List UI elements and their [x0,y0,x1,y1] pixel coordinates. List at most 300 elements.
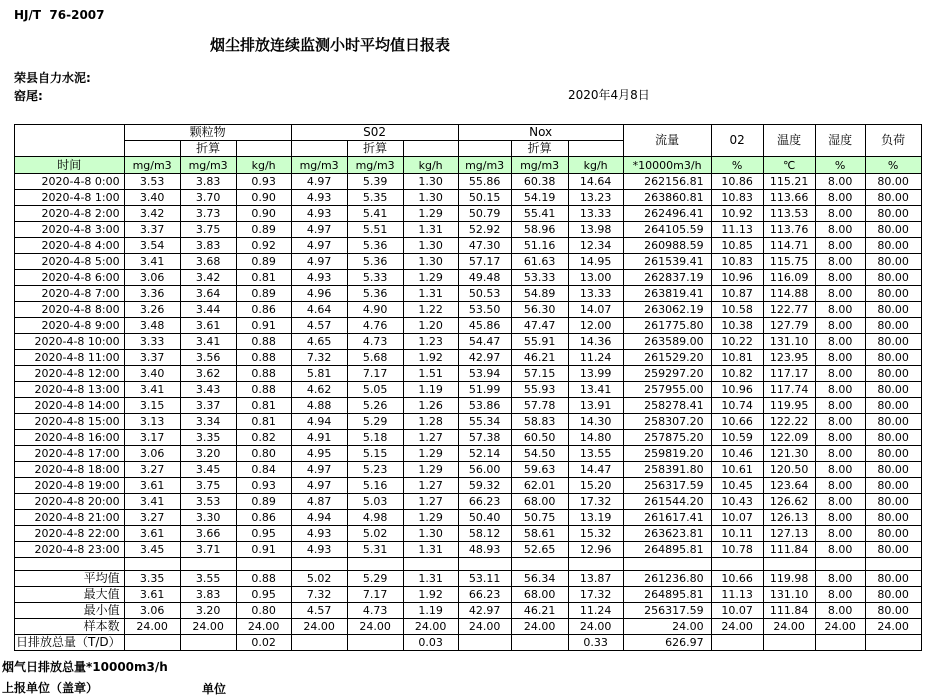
value-cell: 8.00 [815,382,865,398]
blank-cell [291,558,347,571]
blank-cell [511,558,568,571]
group-so2: S02 [291,125,458,141]
unit-nox-kgh: kg/h [568,157,623,174]
summary-row [15,603,922,619]
value-cell: 3.42 [124,206,180,222]
value-cell: 68.00 [511,494,568,510]
value-cell: 10.83 [711,254,763,270]
value-cell: 59.63 [511,462,568,478]
value-cell: 261236.80 [623,571,711,587]
time-cell: 2020-4-8 14:00 [15,398,125,414]
value-cell: 258391.80 [623,462,711,478]
col-o2: 02 [711,125,763,157]
value-cell: 0.90 [236,206,291,222]
sub-blank [568,141,623,157]
value-cell: 55.86 [458,174,511,190]
summary-label-cell: 样本数 [15,619,125,635]
value-cell: 7.17 [347,587,403,603]
value-cell: 80.00 [865,302,921,318]
value-cell: 10.45 [711,478,763,494]
value-cell: 3.83 [180,587,236,603]
value-cell: 56.34 [511,571,568,587]
value-cell: 126.62 [763,494,815,510]
unit-pm-converted: mg/m3 [180,157,236,174]
value-cell: 53.86 [458,398,511,414]
value-cell: 3.35 [124,571,180,587]
value-cell: 3.41 [124,254,180,270]
table-row [15,414,922,430]
value-cell: 66.23 [458,494,511,510]
value-cell: 122.09 [763,430,815,446]
value-cell: 3.40 [124,190,180,206]
value-cell: 24.00 [180,619,236,635]
value-cell: 80.00 [865,366,921,382]
value-cell: 55.91 [511,334,568,350]
value-cell: 4.93 [291,206,347,222]
time-cell: 2020-4-8 19:00 [15,478,125,494]
value-cell: 14.30 [568,414,623,430]
value-cell: 8.00 [815,430,865,446]
value-cell: 263860.81 [623,190,711,206]
value-cell: 8.00 [815,587,865,603]
value-cell: 261544.20 [623,494,711,510]
value-cell: 10.81 [711,350,763,366]
value-cell: 1.19 [403,382,458,398]
value-cell: 24.00 [347,619,403,635]
value-cell: 80.00 [865,542,921,558]
value-cell: 3.41 [124,494,180,510]
value-cell: 0.95 [236,526,291,542]
value-cell: 80.00 [865,462,921,478]
blank-cell [180,558,236,571]
value-cell: 80.00 [865,286,921,302]
value-cell: 262837.19 [623,270,711,286]
value-cell: 5.36 [347,254,403,270]
value-cell: 8.00 [815,446,865,462]
col-flow: 流量 [623,125,711,157]
unit-temperature: ℃ [763,157,815,174]
value-cell: 115.75 [763,254,815,270]
blank-cell [865,558,921,571]
value-cell: 24.00 [124,619,180,635]
value-cell: 3.68 [180,254,236,270]
value-cell [511,635,568,651]
value-cell [865,635,921,651]
value-cell: 1.23 [403,334,458,350]
value-cell: 45.86 [458,318,511,334]
value-cell: 53.33 [511,270,568,286]
value-cell: 10.96 [711,382,763,398]
value-cell: 117.74 [763,382,815,398]
value-cell: 54.19 [511,190,568,206]
value-cell: 58.96 [511,222,568,238]
value-cell: 53.11 [458,571,511,587]
value-cell: 0.84 [236,462,291,478]
table-row [15,174,922,190]
summary-row [15,619,922,635]
value-cell: 24.00 [865,619,921,635]
value-cell: 80.00 [865,398,921,414]
table-row [15,446,922,462]
value-cell: 50.79 [458,206,511,222]
value-cell: 1.29 [403,462,458,478]
value-cell: 264105.59 [623,222,711,238]
value-cell: 5.81 [291,366,347,382]
value-cell: 3.13 [124,414,180,430]
value-cell: 3.48 [124,318,180,334]
value-cell: 80.00 [865,510,921,526]
value-cell: 10.92 [711,206,763,222]
value-cell: 257955.00 [623,382,711,398]
value-cell: 24.00 [623,619,711,635]
time-cell: 2020-4-8 0:00 [15,174,125,190]
value-cell: 11.24 [568,603,623,619]
value-cell: 4.97 [291,238,347,254]
value-cell: 3.61 [124,526,180,542]
value-cell: 0.03 [403,635,458,651]
value-cell: 58.83 [511,414,568,430]
col-load: 负荷 [865,125,921,157]
time-cell: 2020-4-8 8:00 [15,302,125,318]
value-cell: 52.65 [511,542,568,558]
value-cell: 51.16 [511,238,568,254]
value-cell [815,635,865,651]
value-cell: 4.64 [291,302,347,318]
value-cell: 80.00 [865,222,921,238]
table-row [15,398,922,414]
value-cell: 8.00 [815,286,865,302]
value-cell: 256317.59 [623,603,711,619]
report-table [14,124,922,651]
value-cell: 261775.80 [623,318,711,334]
value-cell: 114.71 [763,238,815,254]
value-cell: 3.42 [180,270,236,286]
value-cell: 119.98 [763,571,815,587]
value-cell: 0.89 [236,254,291,270]
value-cell: 4.93 [291,542,347,558]
sub-converted-so2: 折算 [347,141,403,157]
value-cell: 1.31 [403,286,458,302]
value-cell: 62.01 [511,478,568,494]
blank-cell [347,558,403,571]
value-cell: 1.31 [403,222,458,238]
value-cell: 80.00 [865,350,921,366]
value-cell: 3.61 [124,478,180,494]
value-cell: 10.78 [711,542,763,558]
value-cell: 0.88 [236,571,291,587]
value-cell: 52.14 [458,446,511,462]
value-cell: 3.35 [180,430,236,446]
value-cell: 0.80 [236,603,291,619]
value-cell: 1.29 [403,206,458,222]
value-cell: 4.94 [291,510,347,526]
value-cell: 24.00 [458,619,511,635]
value-cell: 0.81 [236,398,291,414]
value-cell: 121.30 [763,446,815,462]
sub-blank [124,141,180,157]
value-cell: 17.32 [568,587,623,603]
time-cell: 2020-4-8 11:00 [15,350,125,366]
value-cell: 10.83 [711,190,763,206]
value-cell: 48.93 [458,542,511,558]
value-cell: 10.66 [711,414,763,430]
value-cell: 57.15 [511,366,568,382]
value-cell: 5.39 [347,174,403,190]
value-cell: 80.00 [865,174,921,190]
table-header [15,125,922,174]
value-cell: 8.00 [815,254,865,270]
value-cell: 263819.41 [623,286,711,302]
value-cell: 59.32 [458,478,511,494]
value-cell: 0.90 [236,190,291,206]
value-cell: 263062.19 [623,302,711,318]
value-cell: 3.37 [124,222,180,238]
value-cell: 0.93 [236,174,291,190]
value-cell: 4.97 [291,222,347,238]
value-cell: 3.64 [180,286,236,302]
value-cell: 14.07 [568,302,623,318]
value-cell: 1.31 [403,542,458,558]
value-cell [291,635,347,651]
value-cell: 61.63 [511,254,568,270]
value-cell: 261617.41 [623,510,711,526]
value-cell: 1.27 [403,494,458,510]
value-cell: 10.85 [711,238,763,254]
time-cell: 2020-4-8 12:00 [15,366,125,382]
value-cell: 111.84 [763,542,815,558]
value-cell: 3.27 [124,462,180,478]
value-cell: 263623.81 [623,526,711,542]
value-cell: 80.00 [865,382,921,398]
summary-row [15,587,922,603]
value-cell: 55.34 [458,414,511,430]
value-cell: 8.00 [815,334,865,350]
table-row [15,286,922,302]
value-cell: 1.30 [403,526,458,542]
value-cell: 0.89 [236,494,291,510]
value-cell: 261529.20 [623,350,711,366]
value-cell: 7.32 [291,350,347,366]
value-cell: 4.98 [347,510,403,526]
value-cell: 5.23 [347,462,403,478]
value-cell: 24.00 [711,619,763,635]
value-cell: 3.62 [180,366,236,382]
blank-cell [458,558,511,571]
value-cell: 10.82 [711,366,763,382]
value-cell: 8.00 [815,238,865,254]
value-cell: 0.95 [236,587,291,603]
value-cell [711,635,763,651]
table-body [15,174,922,651]
value-cell: 4.94 [291,414,347,430]
value-cell: 80.00 [865,603,921,619]
value-cell: 10.07 [711,603,763,619]
value-cell: 3.30 [180,510,236,526]
table-row [15,190,922,206]
value-cell: 8.00 [815,398,865,414]
flue-gas-total-label: 烟气日排放总量*10000m3/h [2,660,168,674]
table-row [15,478,922,494]
time-cell: 2020-4-8 1:00 [15,190,125,206]
value-cell: 52.92 [458,222,511,238]
value-cell: 13.87 [568,571,623,587]
value-cell: 1.92 [403,587,458,603]
value-cell: 0.92 [236,238,291,254]
value-cell: 8.00 [815,222,865,238]
value-cell: 5.33 [347,270,403,286]
value-cell: 24.00 [403,619,458,635]
value-cell: 4.73 [347,334,403,350]
value-cell: 80.00 [865,446,921,462]
value-cell: 80.00 [865,494,921,510]
value-cell: 46.21 [511,350,568,366]
value-cell: 3.15 [124,398,180,414]
value-cell: 14.36 [568,334,623,350]
unit-pm-kgh: kg/h [236,157,291,174]
value-cell: 1.27 [403,430,458,446]
value-cell: 131.10 [763,587,815,603]
value-cell: 1.29 [403,270,458,286]
value-cell: 53.50 [458,302,511,318]
col-humidity: 湿度 [815,125,865,157]
value-cell: 5.51 [347,222,403,238]
value-cell: 8.00 [815,526,865,542]
value-cell: 4.97 [291,174,347,190]
unit-label: 单位 [202,682,227,696]
sub-blank [403,141,458,157]
blank-cell [15,558,125,571]
value-cell: 1.51 [403,366,458,382]
value-cell: 113.66 [763,190,815,206]
unit-load: % [865,157,921,174]
value-cell: 1.31 [403,571,458,587]
value-cell: 3.06 [124,446,180,462]
value-cell: 3.44 [180,302,236,318]
value-cell: 80.00 [865,414,921,430]
value-cell: 24.00 [511,619,568,635]
value-cell: 66.23 [458,587,511,603]
value-cell: 50.75 [511,510,568,526]
value-cell: 111.84 [763,603,815,619]
value-cell: 11.13 [711,222,763,238]
blank-cell [124,558,180,571]
value-cell: 80.00 [865,270,921,286]
value-cell: 10.58 [711,302,763,318]
value-cell: 3.45 [124,542,180,558]
value-cell: 116.09 [763,270,815,286]
value-cell: 1.29 [403,510,458,526]
value-cell: 259819.20 [623,446,711,462]
value-cell: 10.96 [711,270,763,286]
time-cell: 2020-4-8 9:00 [15,318,125,334]
value-cell: 5.36 [347,286,403,302]
value-cell: 17.32 [568,494,623,510]
value-cell: 4.87 [291,494,347,510]
value-cell: 80.00 [865,206,921,222]
value-cell: 11.24 [568,350,623,366]
value-cell: 5.35 [347,190,403,206]
value-cell: 5.03 [347,494,403,510]
value-cell: 262496.41 [623,206,711,222]
blank-cell [623,558,711,571]
value-cell: 5.29 [347,414,403,430]
value-cell: 1.30 [403,254,458,270]
value-cell: 54.89 [511,286,568,302]
value-cell: 123.64 [763,478,815,494]
value-cell: 46.21 [511,603,568,619]
value-cell: 1.27 [403,478,458,494]
value-cell: 80.00 [865,526,921,542]
value-cell: 80.00 [865,334,921,350]
value-cell: 1.20 [403,318,458,334]
report-unit-label: 上报单位（盖章） [2,681,99,695]
value-cell: 13.23 [568,190,623,206]
value-cell: 13.99 [568,366,623,382]
value-cell: 0.88 [236,334,291,350]
value-cell: 54.47 [458,334,511,350]
value-cell: 4.88 [291,398,347,414]
value-cell: 42.97 [458,350,511,366]
value-cell: 80.00 [865,254,921,270]
standard-number: HJ/T 76-2007 [14,8,105,22]
value-cell: 56.00 [458,462,511,478]
value-cell: 131.10 [763,334,815,350]
time-cell: 2020-4-8 17:00 [15,446,125,462]
value-cell: 257875.20 [623,430,711,446]
value-cell: 5.31 [347,542,403,558]
value-cell: 12.96 [568,542,623,558]
value-cell: 0.86 [236,510,291,526]
blank-cell [815,558,865,571]
value-cell: 8.00 [815,494,865,510]
value-cell: 3.06 [124,603,180,619]
time-cell: 2020-4-8 10:00 [15,334,125,350]
value-cell: 8.00 [815,414,865,430]
time-cell: 2020-4-8 4:00 [15,238,125,254]
value-cell: 0.88 [236,366,291,382]
value-cell: 80.00 [865,478,921,494]
separator-row [15,558,922,571]
value-cell: 4.90 [347,302,403,318]
unit-so2-converted: mg/m3 [347,157,403,174]
value-cell: 3.40 [124,366,180,382]
value-cell: 10.61 [711,462,763,478]
value-cell: 1.30 [403,238,458,254]
value-cell: 4.95 [291,446,347,462]
value-cell: 0.86 [236,302,291,318]
summary-label-cell: 最小值 [15,603,125,619]
value-cell: 10.74 [711,398,763,414]
monitor-location: 窑尾: [14,89,43,103]
value-cell: 8.00 [815,462,865,478]
summary-row [15,571,922,587]
blank-cell [711,558,763,571]
unit-humidity: % [815,157,865,174]
value-cell: 80.00 [865,587,921,603]
value-cell: 261539.41 [623,254,711,270]
value-cell: 3.41 [124,382,180,398]
value-cell: 4.93 [291,270,347,286]
time-header: 时间 [15,157,125,174]
value-cell: 263589.00 [623,334,711,350]
unit-o2: % [711,157,763,174]
time-cell: 2020-4-8 22:00 [15,526,125,542]
value-cell: 3.27 [124,510,180,526]
value-cell: 80.00 [865,190,921,206]
value-cell: 0.93 [236,478,291,494]
value-cell: 3.70 [180,190,236,206]
value-cell: 123.95 [763,350,815,366]
